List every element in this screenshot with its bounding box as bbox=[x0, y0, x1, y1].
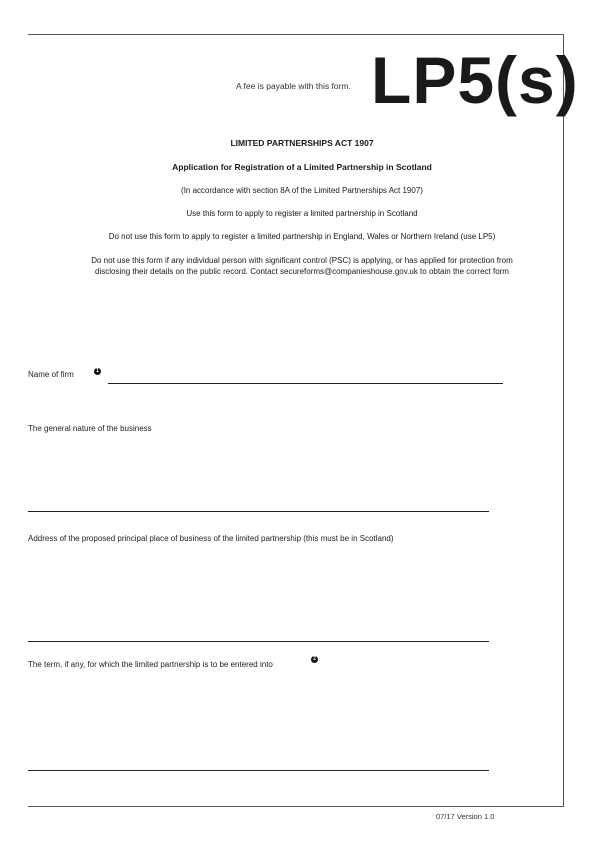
accordance-note: (In accordance with section 8A of the Limited Partnerships Act 1907) bbox=[181, 186, 423, 195]
form-title: Application for Registration of a Limited Partnership in Scotland bbox=[172, 162, 432, 172]
form-code: LP5(s) bbox=[371, 43, 579, 117]
note-2-marker: 2 bbox=[311, 656, 318, 663]
nature-of-business-field[interactable] bbox=[28, 511, 489, 512]
form-header bbox=[60, 138, 544, 277]
act-title: LIMITED PARTNERSHIPS ACT 1907 bbox=[230, 138, 374, 148]
name-of-firm-label: Name of firm bbox=[28, 370, 74, 379]
do-not-use-instruction: Do not use this form to apply to register a limited partnership in England, Wales or Northern Ireland (use LP5) bbox=[108, 232, 496, 241]
form-version: 07/17 Version 1.0 bbox=[436, 812, 495, 821]
page-frame-top bbox=[28, 34, 564, 35]
term-label: The term, if any, for which the limited partnership is to be entered into bbox=[28, 660, 273, 669]
psc-instruction: Do not use this form if any individual person with significant control (PSC) is applying, or has applied for protection from disclosing their details on the public record. Contact secureforms@companieshouse.gov.uk to obtain the correct form bbox=[91, 256, 513, 276]
note-1-marker: 1 bbox=[94, 368, 101, 375]
page-frame-bottom bbox=[28, 806, 564, 807]
principal-address-field[interactable] bbox=[28, 641, 489, 642]
use-instruction: Use this form to apply to register a limited partnership in Scotland bbox=[186, 209, 418, 218]
term-field[interactable] bbox=[28, 770, 489, 771]
nature-of-business-label: The general nature of the business bbox=[28, 424, 152, 433]
principal-address-label: Address of the proposed principal place of business of the limited partnership (this must be in Scotland) bbox=[28, 534, 394, 543]
name-of-firm-field[interactable] bbox=[108, 383, 503, 384]
fee-note: A fee is payable with this form. bbox=[236, 81, 351, 91]
page-frame-right bbox=[563, 34, 564, 807]
